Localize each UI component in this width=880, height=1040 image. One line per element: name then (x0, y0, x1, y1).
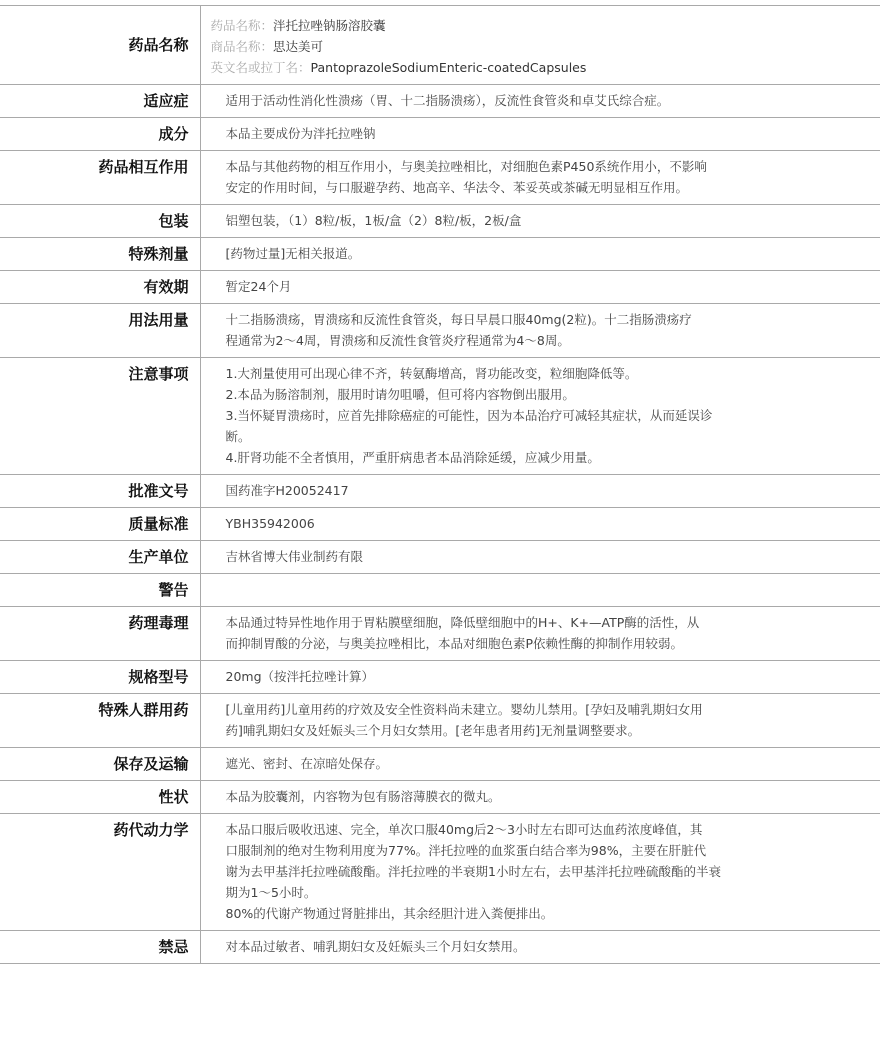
row-value-line: 本品与其他药物的相互作用小，与奥美拉唑相比，对细胞色素P450系统作用小，不影响 (225, 159, 707, 174)
row-value (200, 271, 880, 304)
spec-row (0, 607, 880, 661)
row-value (200, 748, 880, 781)
row-value-line: 十二指肠溃疡，胃溃疡和反流性食管炎，每日早晨口服40mg(2粒)。十二指肠溃疡疗 (225, 312, 692, 327)
spec-row (0, 304, 880, 358)
row-value (200, 694, 880, 748)
row-value (200, 118, 880, 151)
row-label: 药品相互作用 (0, 151, 200, 205)
spec-table-body (0, 6, 880, 964)
row-label: 质量标准 (0, 508, 200, 541)
row-value-line: 国药准字H20052417 (225, 483, 349, 498)
row-value-line: 谢为去甲基泮托拉唑硫酸酯。泮托拉唑的半衰期1小时左右，去甲基泮托拉唑硫酸酯的半衰 (225, 864, 721, 879)
row-label: 药代动力学 (0, 814, 200, 931)
row-label: 注意事项 (0, 358, 200, 475)
spec-row (0, 118, 880, 151)
row-label: 包装 (0, 205, 200, 238)
row-value-line: 期为1～5小时。 (225, 885, 317, 900)
drug-name-key: 药品名称： (210, 18, 274, 33)
row-value (200, 304, 880, 358)
row-value-line: 暂定24个月 (225, 279, 292, 294)
trade-name-line (211, 36, 880, 57)
english-name-value: PantoprazoleSodiumEnteric-coatedCapsules (310, 60, 587, 75)
row-label: 适应症 (0, 85, 200, 118)
row-value-line: 本品为胶囊剂，内容物为包有肠溶薄膜衣的微丸。 (225, 789, 501, 804)
spec-row (0, 694, 880, 748)
row-value (200, 607, 880, 661)
drug-name-line (211, 15, 880, 36)
row-label: 规格型号 (0, 661, 200, 694)
row-value-line: 本品通过特异性地作用于胃粘膜壁细胞，降低壁细胞中的H+、K+—ATP酶的活性，从 (225, 615, 700, 630)
row-value (200, 238, 880, 271)
row-value-line: 适用于活动性消化性溃疡（胃、十二指肠溃疡），反流性食管炎和卓艾氏综合症。 (225, 93, 670, 108)
row-label: 用法用量 (0, 304, 200, 358)
row-value-line: 而抑制胃酸的分泌，与奥美拉唑相比，本品对细胞色素P依赖性酶的抑制作用较弱。 (225, 636, 684, 651)
spec-row (0, 238, 880, 271)
spec-row (0, 508, 880, 541)
row-label: 性状 (0, 781, 200, 814)
row-value (200, 475, 880, 508)
row-value (200, 541, 880, 574)
row-value-line: 4.肝肾功能不全者慎用，严重肝病患者本品消除延缓，应减少用量。 (225, 450, 600, 465)
row-value (200, 85, 880, 118)
row-value (200, 358, 880, 475)
row-value (200, 508, 880, 541)
spec-row (0, 151, 880, 205)
english-name-line (211, 57, 880, 78)
row-value (200, 781, 880, 814)
trade-name-value: 思达美可 (273, 39, 324, 54)
row-label: 药品名称 (0, 6, 200, 85)
row-value (200, 151, 880, 205)
row-value-line: 2.本品为肠溶制剂，服用时请勿咀嚼，但可将内容物倒出服用。 (225, 387, 575, 402)
trade-name-key: 商品名称： (210, 39, 274, 54)
drug-name-value: 泮托拉唑钠肠溶胶囊 (273, 18, 386, 33)
spec-row (0, 574, 880, 607)
row-value-line: 程通常为2～4周，胃溃疡和反流性食管炎疗程通常为4～8周。 (225, 333, 570, 348)
spec-row (0, 358, 880, 475)
row-value-line: 断。 (225, 429, 251, 444)
spec-row (0, 271, 880, 304)
row-value (200, 205, 880, 238)
row-value-line: 铝塑包装，（1）8粒/板，1板/盒（2）8粒/板，2板/盒 (225, 213, 522, 228)
row-label: 批准文号 (0, 475, 200, 508)
spec-row (0, 931, 880, 964)
row-value-line: 药]哺乳期妇女及妊娠头三个月妇女禁用。[老年患者用药]无剂量调整要求。 (225, 723, 641, 738)
row-label: 药理毒理 (0, 607, 200, 661)
row-value-line: 安定的作用时间，与口服避孕药、地高辛、华法令、苯妥英或茶碱无明显相互作用。 (225, 180, 689, 195)
english-name-key: 英文名或拉丁名： (210, 60, 311, 75)
spec-row (0, 661, 880, 694)
row-value-line: 1.大剂量使用可出现心律不齐，转氨酶增高，肾功能改变，粒细胞降低等。 (225, 366, 638, 381)
row-value (200, 814, 880, 931)
row-value-line: 吉林省博大伟业制药有限 (225, 549, 364, 564)
spec-row (0, 475, 880, 508)
row-label: 成分 (0, 118, 200, 151)
row-value-line: 遮光、密封、在凉暗处保存。 (225, 756, 389, 771)
row-label: 生产单位 (0, 541, 200, 574)
row-value (200, 6, 880, 85)
row-label: 特殊剂量 (0, 238, 200, 271)
row-value-line: 对本品过敏者、哺乳期妇女及妊娠头三个月妇女禁用。 (225, 939, 526, 954)
row-value-line: 本品主要成份为泮托拉唑钠 (225, 126, 376, 141)
row-value-line: 口服制剂的绝对生物利用度为77%。泮托拉唑的血浆蛋白结合率为98%，主要在肝脏代 (225, 843, 707, 858)
row-value-line (226, 579, 880, 600)
row-value-line: [药物过量]无相关报道。 (225, 246, 361, 261)
row-value-line: 80%的代谢产物通过肾脏排出，其余经胆汁进入粪便排出。 (225, 906, 554, 921)
row-label: 保存及运输 (0, 748, 200, 781)
spec-row-header (0, 6, 880, 85)
spec-row (0, 814, 880, 931)
row-label: 禁忌 (0, 931, 200, 964)
row-value (200, 574, 880, 607)
spec-row (0, 85, 880, 118)
row-label: 特殊人群用药 (0, 694, 200, 748)
drug-spec-table (0, 5, 880, 964)
spec-row (0, 205, 880, 238)
row-value-line: 20mg（按泮托拉唑计算） (225, 669, 375, 684)
row-value-line: 3.当怀疑胃溃疡时，应首先排除癌症的可能性，因为本品治疗可减轻其症状，从而延误诊 (225, 408, 713, 423)
row-value-line: 本品口服后吸收迅速、完全，单次口服40mg后2～3小时左右即可达血药浓度峰值，其 (225, 822, 703, 837)
row-value (200, 931, 880, 964)
row-label: 有效期 (0, 271, 200, 304)
row-label: 警告 (0, 574, 200, 607)
spec-row (0, 541, 880, 574)
spec-row (0, 781, 880, 814)
row-value (200, 661, 880, 694)
spec-row (0, 748, 880, 781)
row-value-line: [儿童用药]儿童用药的疗效及安全性资料尚未建立。婴幼儿禁用。[孕妇及哺乳期妇女用 (225, 702, 703, 717)
row-value-line: YBH35942006 (225, 516, 315, 531)
